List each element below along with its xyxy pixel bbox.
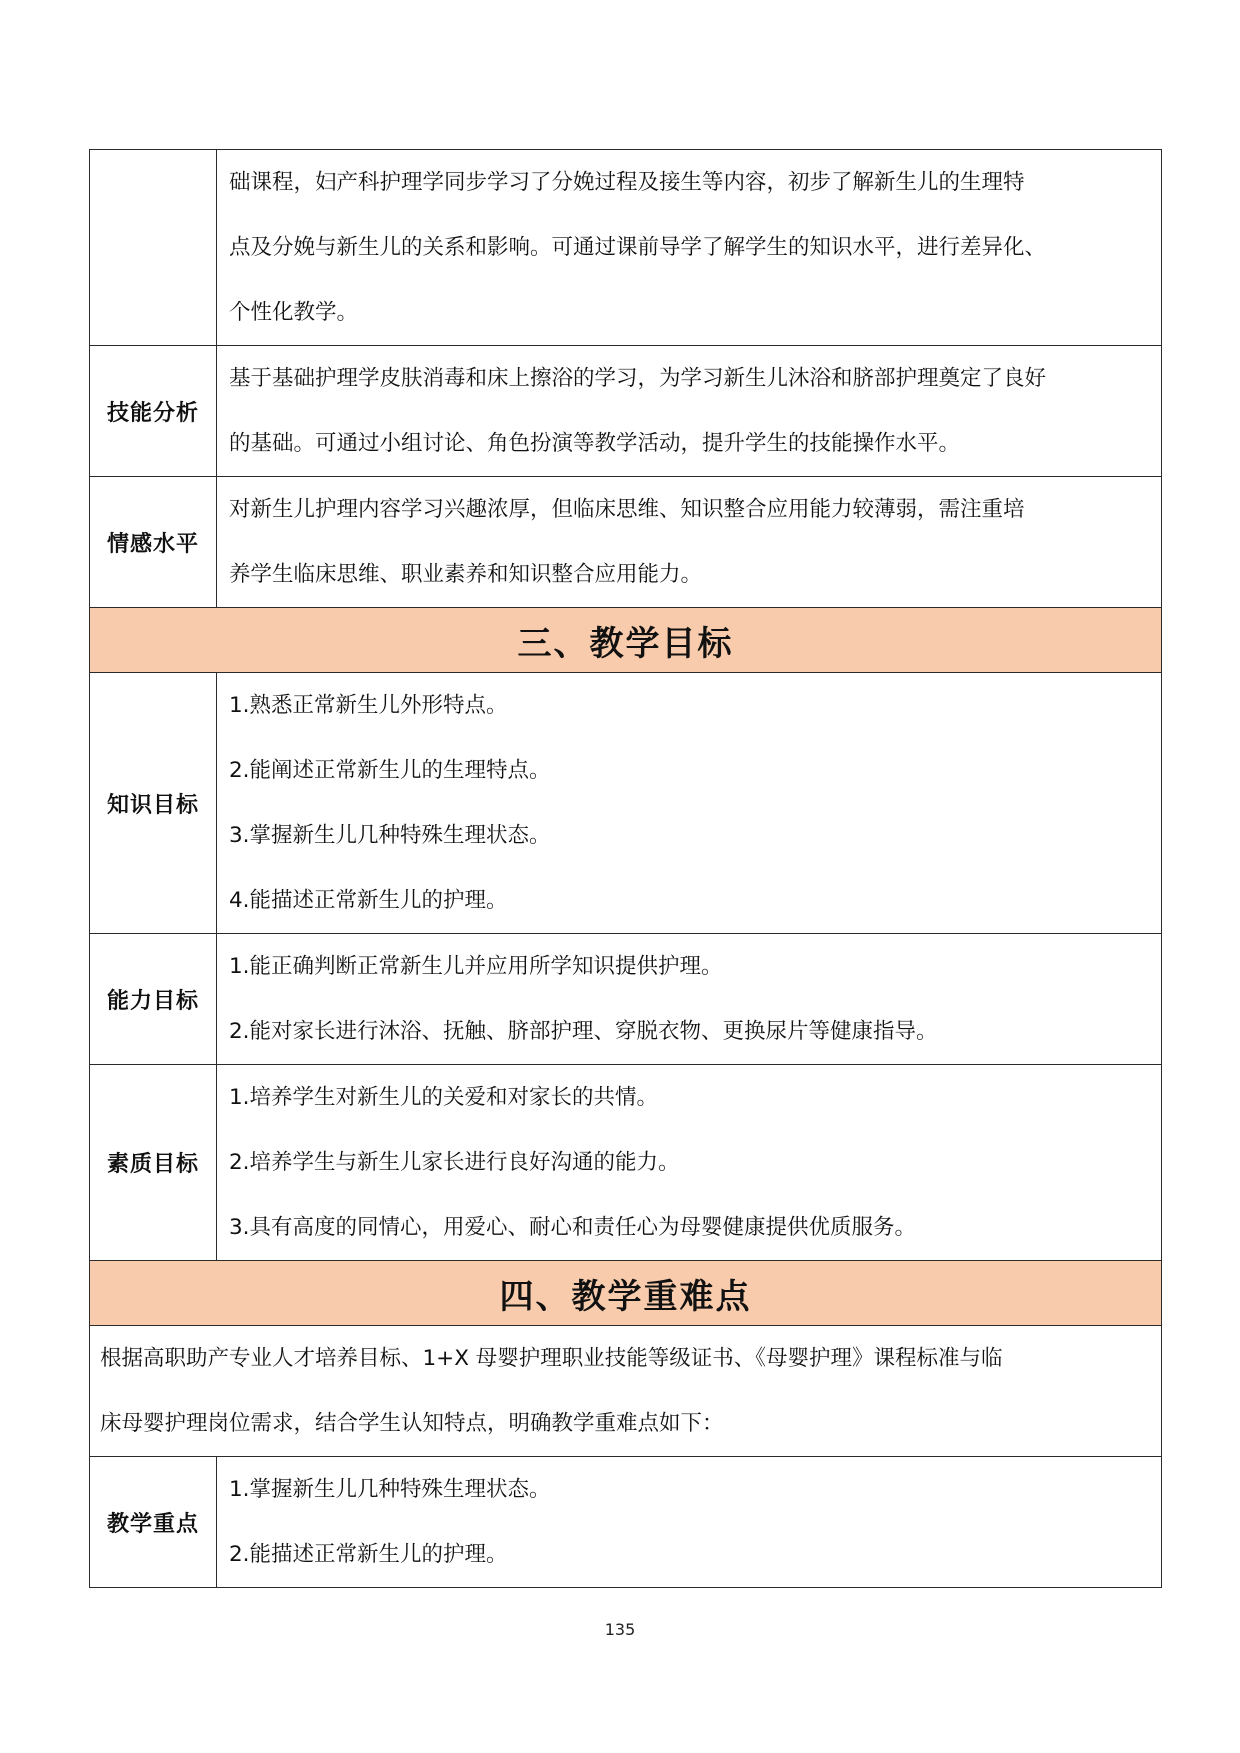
- content-line: 1.培养学生对新生儿的关爱和对家长的共情。: [229, 1085, 659, 1110]
- table-row: [90, 673, 1162, 934]
- row-label: 能力目标: [90, 934, 217, 1065]
- section-title: 三、教学目标: [90, 608, 1162, 673]
- row-label: 素质目标: [90, 1065, 217, 1261]
- content-line: 对新生儿护理内容学习兴趣浓厚，但临床思维、知识整合应用能力较薄弱，需注重培: [229, 497, 1025, 522]
- table-row: [90, 1065, 1162, 1261]
- section-title: 四、教学重难点: [90, 1261, 1162, 1326]
- intro-line: 根据高职助产专业人才培养目标、1+X 母婴护理职业技能等级证书、《母婴护理》课程标准与临: [100, 1346, 1003, 1371]
- section-header-row: [90, 608, 1162, 673]
- row-content: [217, 1457, 1162, 1588]
- content-line: 的基础。可通过小组讨论、角色扮演等教学活动，提升学生的技能操作水平。: [229, 431, 961, 456]
- row-label: 技能分析: [90, 346, 217, 477]
- table-row: [90, 150, 1162, 346]
- content-line: 基于基础护理学皮肤消毒和床上擦浴的学习，为学习新生儿沐浴和脐部护理奠定了良好: [229, 366, 1047, 391]
- content-line: 2.能描述正常新生儿的护理。: [229, 1542, 508, 1567]
- section-header-row: [90, 1261, 1162, 1326]
- row-label: 知识目标: [90, 673, 217, 934]
- content-line: 点及分娩与新生儿的关系和影响。可通过课前导学了解学生的知识水平，进行差异化、: [229, 235, 1047, 260]
- table-row: [90, 1457, 1162, 1588]
- row-label: 情感水平: [90, 477, 217, 608]
- content-line: 2.能阐述正常新生儿的生理特点。: [229, 758, 551, 783]
- content-line: 2.能对家长进行沐浴、抚触、脐部护理、穿脱衣物、更换尿片等健康指导。: [229, 1019, 938, 1044]
- row-content: [217, 1065, 1162, 1261]
- content-line: 2.培养学生与新生儿家长进行良好沟通的能力。: [229, 1150, 680, 1175]
- content-line: 个性化教学。: [229, 300, 359, 325]
- content-line: 1.掌握新生儿几种特殊生理状态。: [229, 1477, 551, 1502]
- row-content: [217, 346, 1162, 477]
- content-line: 础课程，妇产科护理学同步学习了分娩过程及接生等内容，初步了解新生儿的生理特: [229, 170, 1025, 195]
- table-row: [90, 934, 1162, 1065]
- content-line: 3.具有高度的同情心，用爱心、耐心和责任心为母婴健康提供优质服务。: [229, 1215, 917, 1240]
- content-line: 1.熟悉正常新生儿外形特点。: [229, 693, 508, 718]
- table-row: [90, 346, 1162, 477]
- row-content: [217, 150, 1162, 346]
- intro-line: 床母婴护理岗位需求，结合学生认知特点，明确教学重难点如下：: [100, 1411, 724, 1436]
- table-row: [90, 1326, 1162, 1457]
- content-line: 养学生临床思维、职业素养和知识整合应用能力。: [229, 562, 703, 587]
- row-label: 教学重点: [90, 1457, 217, 1588]
- row-content: [217, 477, 1162, 608]
- section-intro: [90, 1326, 1162, 1457]
- row-content: [217, 934, 1162, 1065]
- content-line: 4.能描述正常新生儿的护理。: [229, 888, 508, 913]
- row-label: [90, 150, 217, 346]
- row-content: [217, 673, 1162, 934]
- table-row: [90, 477, 1162, 608]
- page-number: 135: [604, 1620, 636, 1639]
- content-line: 3.掌握新生儿几种特殊生理状态。: [229, 823, 551, 848]
- document-table: [89, 149, 1162, 1588]
- content-line: 1.能正确判断正常新生儿并应用所学知识提供护理。: [229, 954, 723, 979]
